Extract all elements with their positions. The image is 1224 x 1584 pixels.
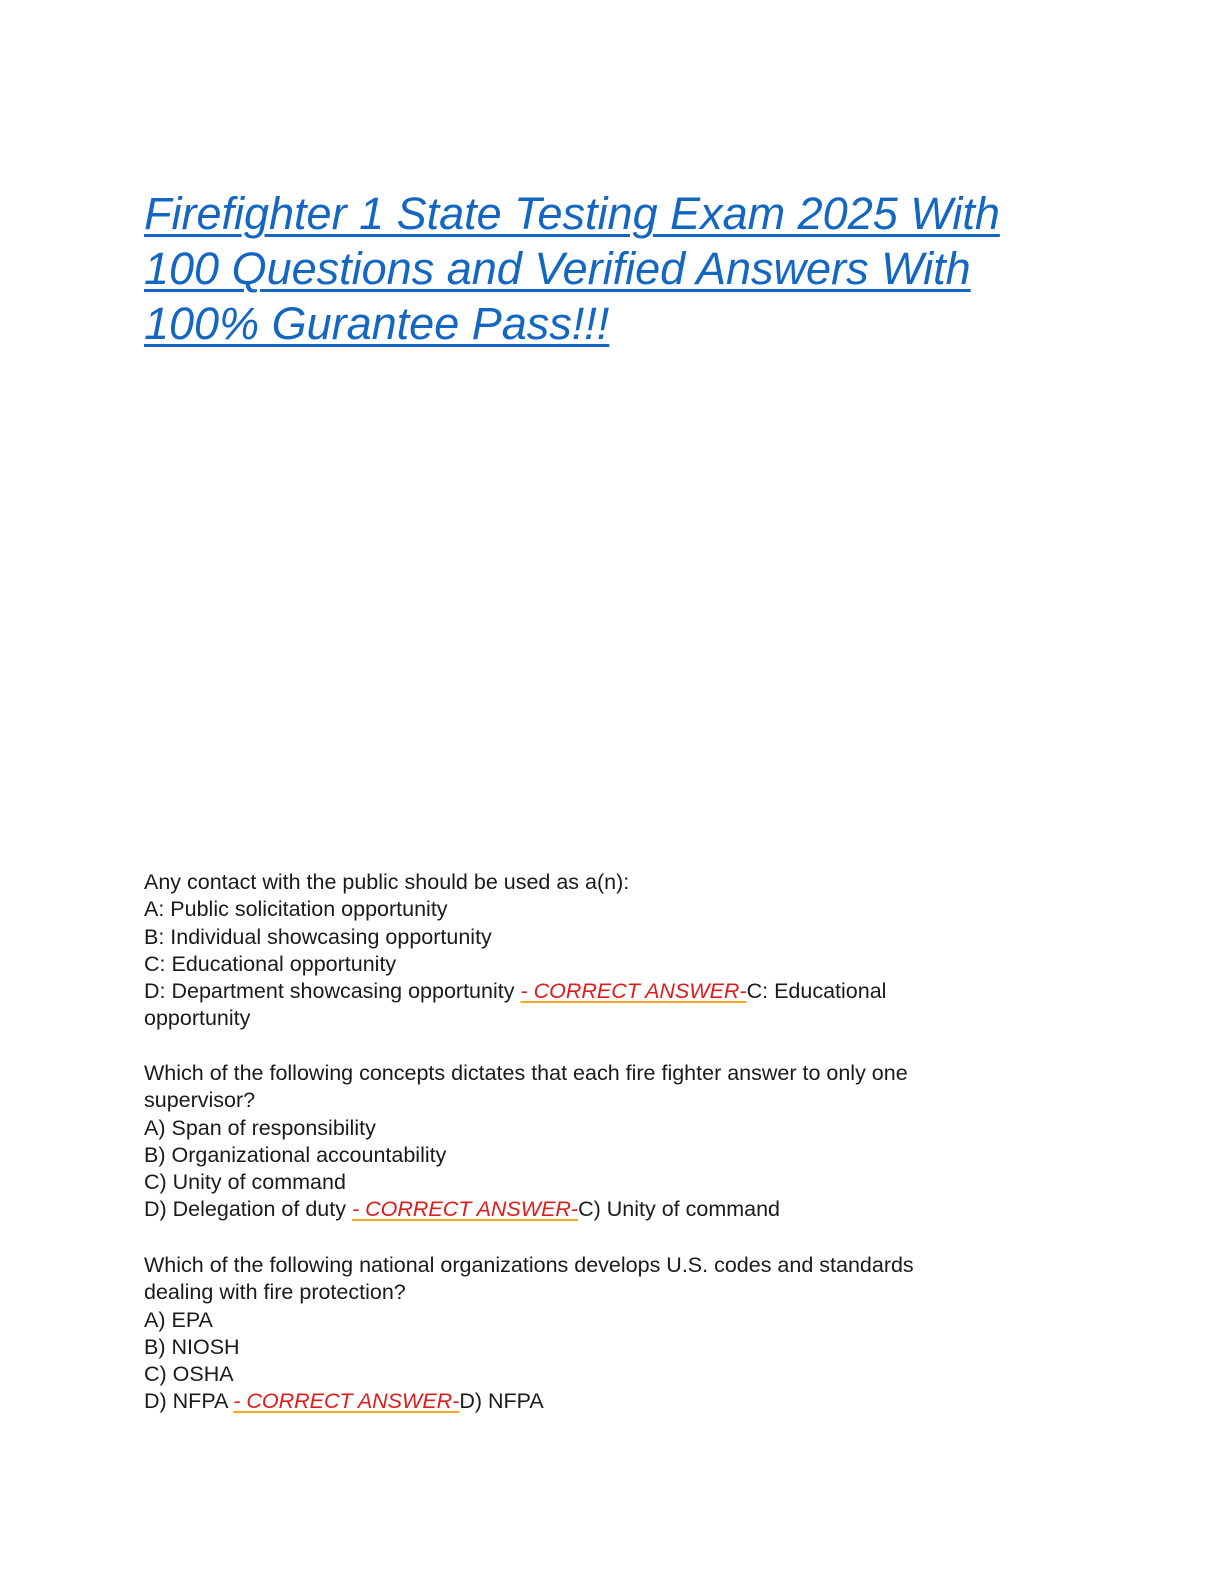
option-d: D) NFPA [144,1389,234,1414]
option-a: A) Span of responsibility [144,1115,376,1140]
question-text-line-1: Which of the following national organizations develops U.S. codes and standards [144,1253,914,1277]
option-b: B) Organizational accountability [144,1142,447,1167]
question-block-3 [144,1252,1044,1416]
question-block-2 [144,1060,1044,1224]
correct-answer: D) NFPA [459,1389,544,1414]
option-a: A: Public solicitation opportunity [144,897,448,922]
document-title[interactable] [144,186,1084,351]
option-d-with-answer [144,1196,1044,1223]
option-d: D) Delegation of duty [144,1197,352,1222]
correct-answer: C) Unity of command [578,1197,781,1222]
correct-answer: C: Educational [746,979,887,1004]
question-text: Any contact with the public should be used as a(n): [144,870,630,894]
option-c: C: Educational opportunity [144,951,397,976]
title-line-1[interactable]: Firefighter 1 State Testing Exam 2025 With [144,188,1000,239]
option-b: B: Individual showcasing opportunity [144,924,492,949]
option-a: A) EPA [144,1307,213,1332]
title-line-3[interactable]: 100% Gurantee Pass!!! [144,298,610,349]
correct-answer-marker: - CORRECT ANSWER- [520,979,747,1004]
question-text-line-1: Which of the following concepts dictates that each fire fighter answer to only one [144,1061,908,1085]
question-block-1 [144,869,1044,1033]
option-d-with-answer [144,978,1044,1005]
question-text-line-2: dealing with fire protection? [144,1280,406,1305]
correct-answer-marker: - CORRECT ANSWER- [233,1389,460,1414]
correct-answer-continuation: opportunity [144,1006,251,1031]
option-d: D: Department showcasing opportunity [144,979,521,1004]
correct-answer-marker: - CORRECT ANSWER- [351,1197,579,1222]
option-c: C) Unity of command [144,1170,346,1195]
option-d-with-answer [144,1388,1044,1415]
question-text-line-2: supervisor? [144,1088,256,1113]
option-b: B) NIOSH [144,1334,240,1359]
option-c: C) OSHA [144,1362,234,1387]
title-line-2[interactable]: 100 Questions and Verified Answers With [144,243,971,294]
